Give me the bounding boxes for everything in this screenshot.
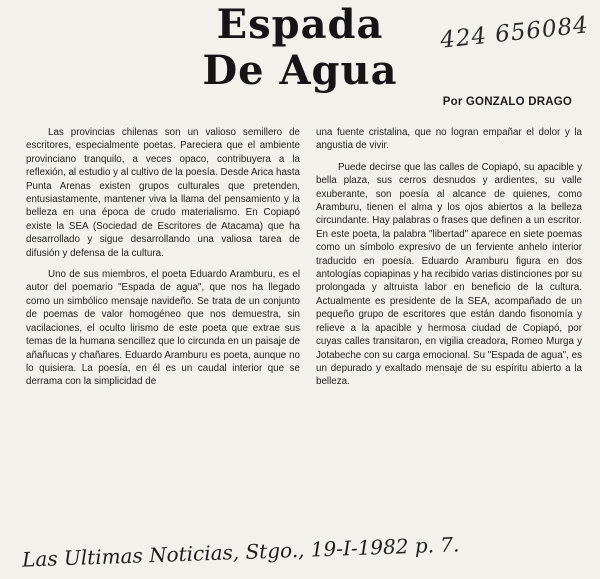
title-line-1: Espada — [216, 1, 384, 48]
article-column-right — [316, 126, 582, 397]
handwritten-source-note: Las Ultimas Noticias, Stgo., 19-I-1982 p. 7. — [21, 532, 460, 572]
article-title — [0, 2, 600, 94]
paragraph: Uno de sus miembros, el poeta Eduardo Aramburu, es el autor del poemario "Espada de agua", que nos ha llegado como un simbólico mensaje navideño. Se trata de un conjunto de poemas de valor homogéneo que nos demuestra, sin vacilaciones, el oculto lirismo de este poeta que extrae sus temas de la humana sencillez que lo circunda en un paisaje de añañucas y chañares. Eduardo Aramburu es poeta, aunque no lo quisiera. La poesía, en él es un caudal interior que se derrama con la simplicidad de — [26, 269, 300, 388]
paragraph: Las provincias chilenas son un valioso semillero de escritores, especialmente poetas. Pareciera que el ambiente provinciano tranquilo, a veces opaco, contribuyera a la reflexión, al estudio y al cultivo de la poesía. Desde Arica hasta Punta Arenas existen grupos culturales que pretenden, entusiastamente, mantener viva la llama del pensamiento y la belleza en una época de crudo materialismo. En Copiapó existe la SEA (Sociedad de Escritores de Atacama) que ha desarrollado y sigue desarrollando una valiosa tarea de difusión y defensa de la cultura. — [26, 127, 300, 259]
title-line-2: De Agua — [202, 47, 398, 94]
byline: Por GONZALO DRAGO — [442, 96, 572, 108]
paragraph: una fuente cristalina, que no logran empañar el dolor y la angustia de vivir. — [316, 127, 582, 152]
article-column-left — [26, 126, 300, 397]
handwritten-reference-number: 424 656084 — [439, 12, 590, 54]
paragraph: Puede decirse que las calles de Copiapó, su apacible y bella plaza, sus cerros desnudos y ardientes, su valle exuberante, son poesía al alcance de quienes, como Aramburu, tienen el alma y los ojos abiertos a la belleza circundante. Hay palabras o frases que definen a un escritor. En este poeta, la palabra "libertad" aparece en siete poemas como un símbolo expresivo de un ferviente anhelo interior traducido en poesía. Eduardo Aramburu figura en dos antologías copiapinas y ha recibido varias distinciones por su prolongada y altruista labor en beneficio de la cultura. Actualmente es presidente de la SEA, acompañado de un pequeño grupo de escritores que están dando fisonomía y relieve a la apacible y hermosa ciudad de Copiapó, por cuyas calles transitaron, en vigilia creadora, Romeo Murga y Jotabeche con su carga emocional. Su "Espada de agua", es un depurado y exaltado mensaje de su espíritu abierto a la belleza. — [316, 161, 582, 388]
